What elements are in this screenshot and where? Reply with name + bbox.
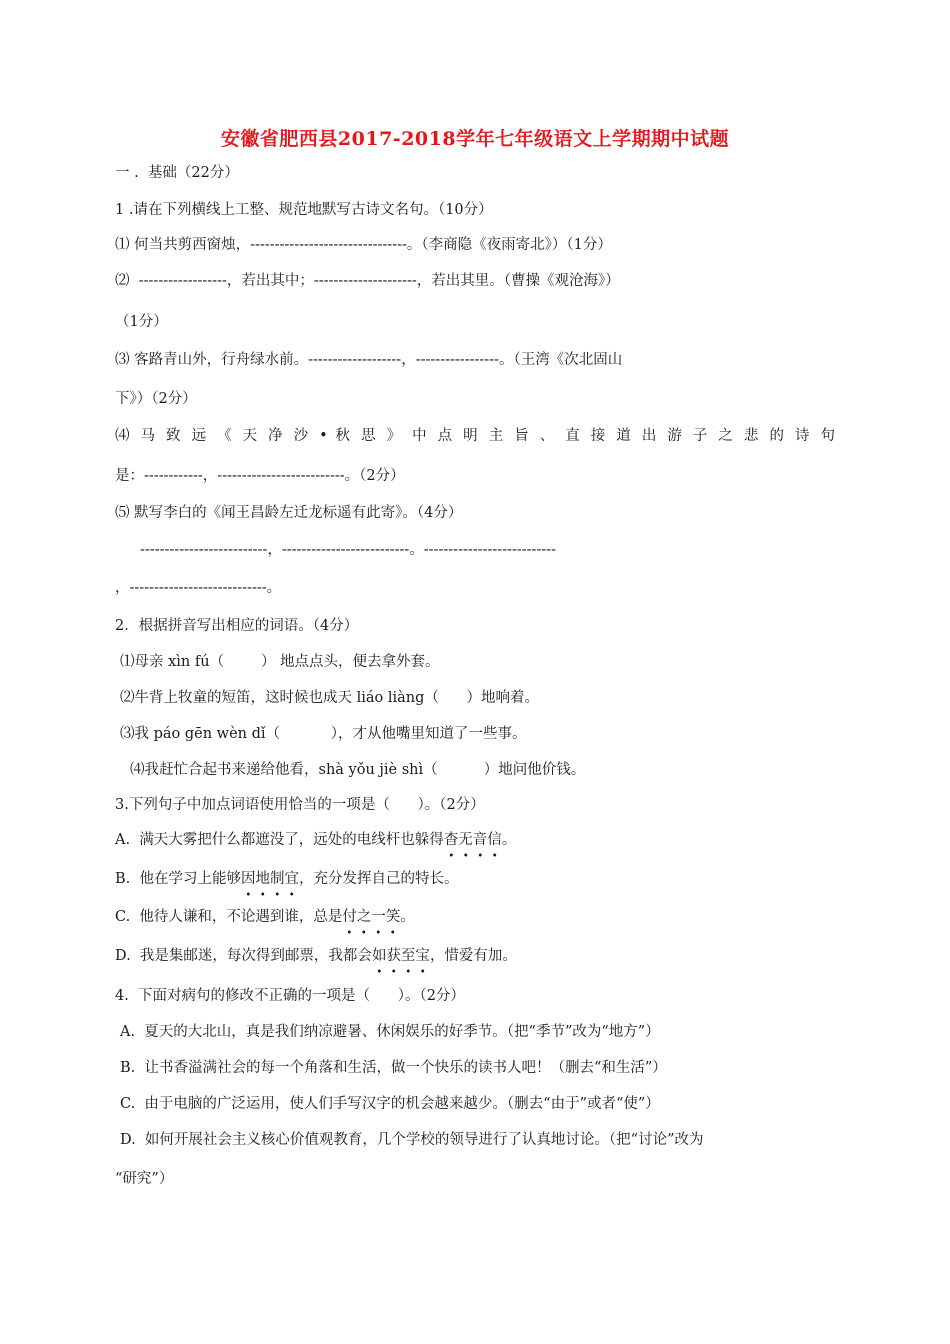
question-1-item-3: ⑶ 客路青山外，行舟绿水前。-------------------，-----------------。（王湾《次北固山 bbox=[115, 352, 623, 368]
question-1-item-4: ⑷ 马 致 远 《 天 净 沙 • 秋 思 》 中 点 明 主 旨 、 直 接 道 出 游 子 之 悲 的 诗 句 bbox=[115, 428, 835, 444]
question-4-option-b: B. 让书香溢满社会的每一个角落和生活，做一个快乐的读书人吧！（删去“和生活”） bbox=[120, 1060, 667, 1076]
question-1-item-5-blanks: --------------------------，--------------------------。--------------------------- bbox=[140, 542, 557, 558]
dotted-phrase: 付之一笑 bbox=[342, 909, 401, 925]
question-4-option-a: A. 夏天的大北山，真是我们纳凉避暑、休闲娱乐的好季节。（把“季节”改为“地方”） bbox=[120, 1024, 660, 1040]
question-4-stem: 4. 下面对病句的修改不正确的一项是（ ）。（2分） bbox=[115, 988, 465, 1004]
dotted-phrase: 杳无音信 bbox=[443, 832, 502, 848]
question-1-item-2-score: （1分） bbox=[115, 314, 168, 330]
dotted-phrase: 如获至宝 bbox=[371, 948, 430, 964]
dotted-phrase: 因地制宜 bbox=[240, 871, 299, 887]
question-1-item-5-blanks-cont: ，----------------------------。 bbox=[115, 580, 282, 596]
question-1-item-2: ⑵ ------------------，若出其中；---------------------，若出其里。（曹操《观沧海》） bbox=[115, 273, 620, 289]
section-heading: 一 . 基础（22分） bbox=[115, 165, 239, 181]
question-2-stem: 2．根据拼音写出相应的词语。（4分） bbox=[115, 618, 359, 634]
question-2-item-1: ⑴母亲 xìn fú（ ） 地点点头，便去拿外套。 bbox=[120, 654, 440, 670]
question-3-option-a: A. 满天大雾把什么都遮没了，远处的电线杆也躲得杳无音信。 bbox=[115, 832, 517, 848]
question-4-option-d-cont: “研究”） bbox=[115, 1171, 174, 1187]
question-2-item-3: ⑶我 páo gēn wèn dǐ（ ），才从他嘴里知道了一些事。 bbox=[120, 726, 527, 742]
question-3-option-b: B. 他在学习上能够因地制宜，充分发挥自己的特长。 bbox=[115, 871, 459, 887]
question-4-option-d: D. 如何开展社会主义核心价值观教育，几个学校的领导进行了认真地讨论。（把“讨论”改为 bbox=[120, 1132, 704, 1148]
question-4-option-c: C. 由于电脑的广泛运用，使人们手写汉字的机会越来越少。（删去“由于”或者“使”） bbox=[120, 1096, 660, 1112]
question-1-item-5: ⑸ 默写李白的《闻王昌龄左迁龙标遥有此寄》。（4分） bbox=[115, 505, 463, 521]
question-1-item-1: ⑴ 何当共剪西窗烛，--------------------------------。（李商隐《夜雨寄北》）（1分） bbox=[115, 237, 612, 253]
exam-title: 安徽省肥西县2017-2018学年七年级语文上学期期中试题 bbox=[220, 128, 730, 150]
question-1-stem: 1 .请在下列横线上工整、规范地默写古诗文名句。（10分） bbox=[115, 202, 493, 218]
question-1-item-3-cont: 下》）（2分） bbox=[115, 391, 197, 407]
question-3-option-d: D. 我是集邮迷，每次得到邮票，我都会如获至宝，惜爱有加。 bbox=[115, 948, 517, 964]
question-2-item-2: ⑵牛背上牧童的短笛，这时候也成天 liáo liàng（ ）地响着。 bbox=[120, 690, 540, 706]
question-2-item-4: ⑷我赶忙合起书来递给他看，shà yǒu jiè shì（ ）地问他价钱。 bbox=[130, 762, 586, 778]
question-3-stem: 3.下列句子中加点词语使用恰当的一项是（ ）。（2分） bbox=[115, 797, 485, 813]
question-3-option-c: C. 他待人谦和，不论遇到谁，总是付之一笑。 bbox=[115, 909, 415, 925]
question-1-item-4-cont: 是：------------，--------------------------。（2分） bbox=[115, 468, 405, 484]
